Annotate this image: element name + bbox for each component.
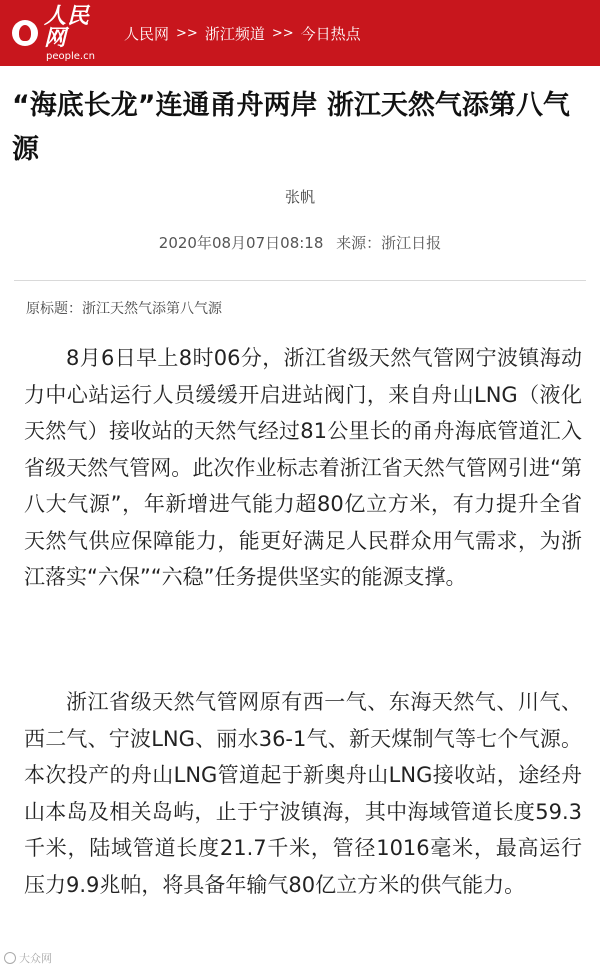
breadcrumb-today-hot[interactable]: 今日热点 [300,24,361,43]
logo-emblem-icon [12,20,38,46]
top-bar [0,0,600,66]
article-title: “海底长龙”连通甬舟两岸 浙江天然气添第八气源 [12,90,570,165]
source-link[interactable]: 浙江日报 [381,234,442,252]
article-meta [0,232,600,253]
logo-text [44,2,112,62]
breadcrumb-separator: >> [271,25,294,41]
source-label: 来源： [336,234,382,252]
logo-name: 人民网 [44,2,91,51]
watermark-text: 大众网 [19,952,52,965]
publish-date: 2020年08月07日08:18 [158,234,324,252]
original-title: 原标题：浙江天然气添第八气源 [26,301,222,317]
logo-domain: people.cn [46,50,95,62]
breadcrumb [124,23,361,44]
watermark-icon [4,952,16,964]
breadcrumb-separator: >> [176,25,198,41]
breadcrumb-home[interactable]: 人民网 [124,24,170,43]
watermark [4,950,52,966]
article-paragraph-2: 浙江省级天然气管网原有西一气、东海天然气、川气、西二气、宁波LNG、丽水36-1气、新天煤制气等七个气源。本次投产的舟山LNG管道起于新奥舟山LNG接收站，途经舟山本岛及相关岛屿，止于宁波镇海，其中海域管道长度59.3千米，陆域管道长度21.7千米，管径1016毫米，最高运行压力9.9兆帕，将具备年输气80亿立方米的供气能力。 [24,690,582,897]
divider [14,280,586,281]
article-paragraph-1: 8月6日早上8时06分，浙江省级天然气管网宁波镇海动力中心站运行人员缓缓开启进站阀门，来自舟山LNG（液化天然气）接收站的天然气经过81公里长的甬舟海底管道汇入省级天然气管网。此次作业标志着浙江省天然气管网引进“第八大气源”，年新增进气能力超80亿立方米，有力提升全省天然气供应保障能力，能更好满足人民群众用气需求，为浙江落实“六保”“六稳”任务提供坚实的能源支撑。 [24,346,582,589]
breadcrumb-zhejiang-channel[interactable]: 浙江频道 [204,24,265,43]
article-author: 张帆 [284,188,315,206]
site-logo[interactable] [12,2,112,62]
